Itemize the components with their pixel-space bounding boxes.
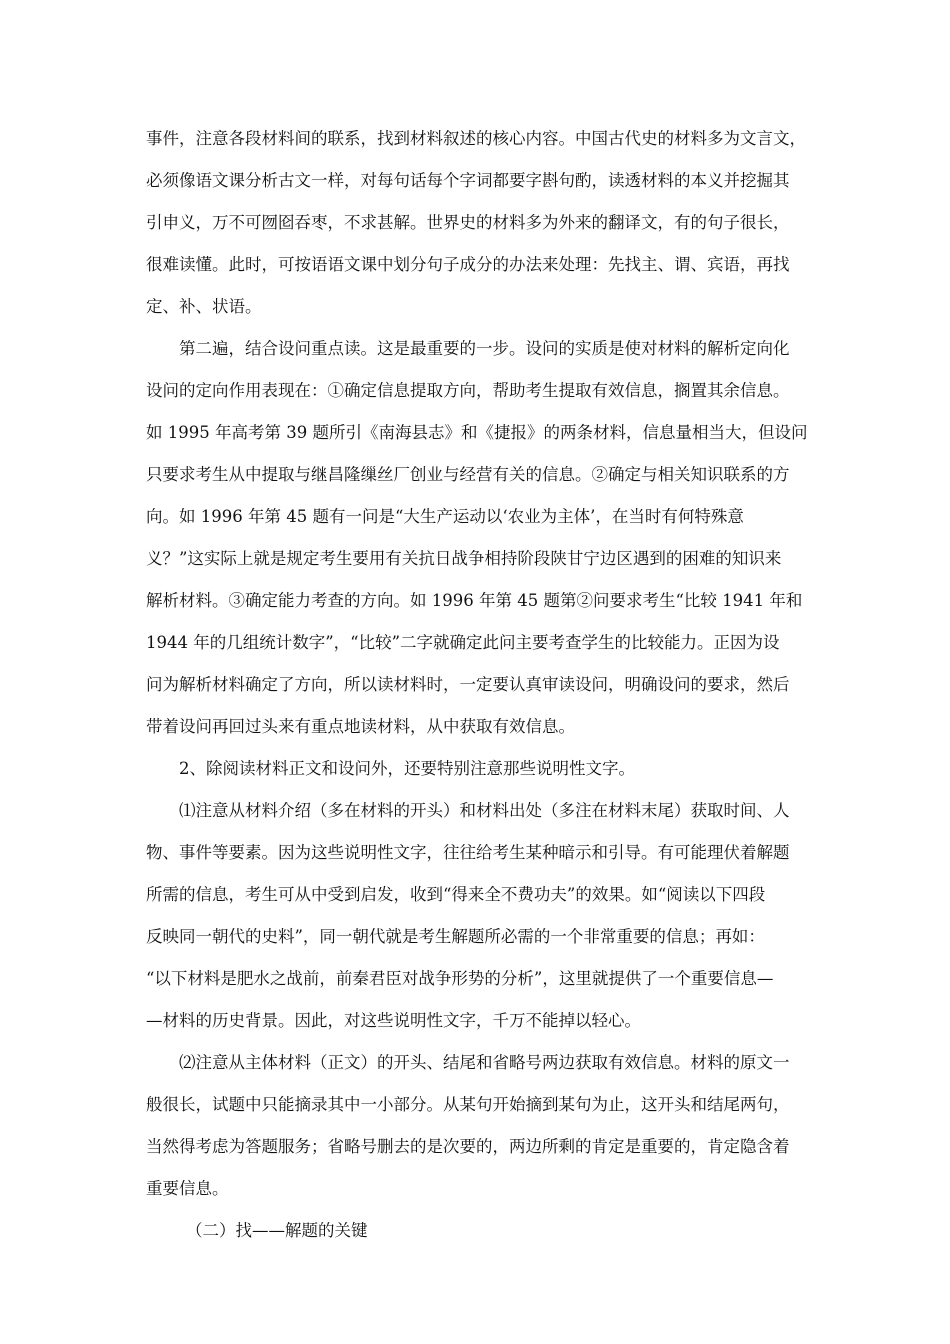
text-line: 物、事件等要素。因为这些说明性文字，往往给考生某种暗示和引导。有可能理伏着解题: [146, 843, 790, 862]
text-line: 设问的定向作用表现在：①确定信息提取方向，帮助考生提取有效信息，搁置其余信息。: [146, 381, 790, 400]
text-line: “以下材料是肥水之战前，前秦君臣对战争形势的分析”，这里就提供了一个重要信息—: [146, 969, 774, 988]
text-line: 义？”这实际上就是规定考生要用有关抗日战争相持阶段陕甘宁边区遇到的困难的知识来: [146, 549, 782, 568]
section-item-line: 2、除阅读材料正文和设问外，还要特别注意那些说明性文字。: [179, 759, 635, 778]
text-line: 般很长，试题中只能摘录其中一小部分。从某句开始摘到某句为止，这开头和结尾两句，: [146, 1095, 790, 1114]
text-line: 必须像语文课分析古文一样，对每句话每个字词都要字斟句酌，读透材料的本义并挖掘其: [146, 171, 790, 190]
text-line: 带着设问再回过头来有重点地读材料，从中获取有效信息。: [146, 717, 575, 736]
text-line: 重要信息。: [146, 1179, 229, 1198]
section-heading: （二）找——解题的关键: [186, 1221, 368, 1240]
text-line: 很难读懂。此时，可按语语文课中划分句子成分的办法来处理：先找主、谓、宾语，再找: [146, 255, 790, 274]
paragraph-start-line: 第二遍，结合设问重点读。这是最重要的一步。设问的实质是使对材料的解析定向化: [179, 339, 790, 358]
text-line: 解析材料。③确定能力考查的方向。如 1996 年第 45 题第②问要求考生“比较 1941 年和: [146, 591, 803, 610]
text-line: 引申义，万不可囫囵吞枣，不求甚解。世界史的材料多为外来的翻译文，有的句子很长，: [146, 213, 790, 232]
document-body: [146, 118, 810, 1252]
paragraph-start-line: ⑴注意从材料介绍（多在材料的开头）和材料出处（多注在材料末尾）获取时间、人: [179, 801, 790, 820]
text-line: 向。如 1996 年第 45 题有一问是“大生产运动以‘农业为主体’，在当时有何特殊意: [146, 507, 744, 526]
text-line: 当然得考虑为答题服务；省略号删去的是次要的，两边所剩的肯定是重要的，肯定隐含着: [146, 1137, 790, 1156]
text-line: 问为解析材料确定了方向，所以读材料时，一定要认真审读设问，明确设问的要求，然后: [146, 675, 790, 694]
text-line: 如 1995 年高考第 39 题所引《南海县志》和《捷报》的两条材料，信息量相当大，但设问: [146, 423, 808, 442]
text-line: 反映同一朝代的史料”，同一朝代就是考生解题所必需的一个非常重要的信息；再如：: [146, 927, 765, 946]
text-line: 定、补、状语。: [146, 297, 262, 316]
text-line: 只要求考生从中提取与继昌隆缫丝厂创业与经营有关的信息。②确定与相关知识联系的方: [146, 465, 790, 484]
text-line: —材料的历史背景。因此，对这些说明性文字，千万不能掉以轻心。: [146, 1011, 641, 1030]
text-line: 事件，注意各段材料间的联系，找到材料叙述的核心内容。中国古代史的材料多为文言文，: [146, 129, 806, 148]
paragraph-start-line: ⑵注意从主体材料（正文）的开头、结尾和省略号两边获取有效信息。材料的原文一: [179, 1053, 790, 1072]
text-line: 1944 年的几组统计数字”，“比较”二字就确定此问主要考查学生的比较能力。正因为设: [146, 633, 780, 652]
text-line: 所需的信息，考生可从中受到启发，收到“得来全不费功夫”的效果。如“阅读以下四段: [146, 885, 766, 904]
